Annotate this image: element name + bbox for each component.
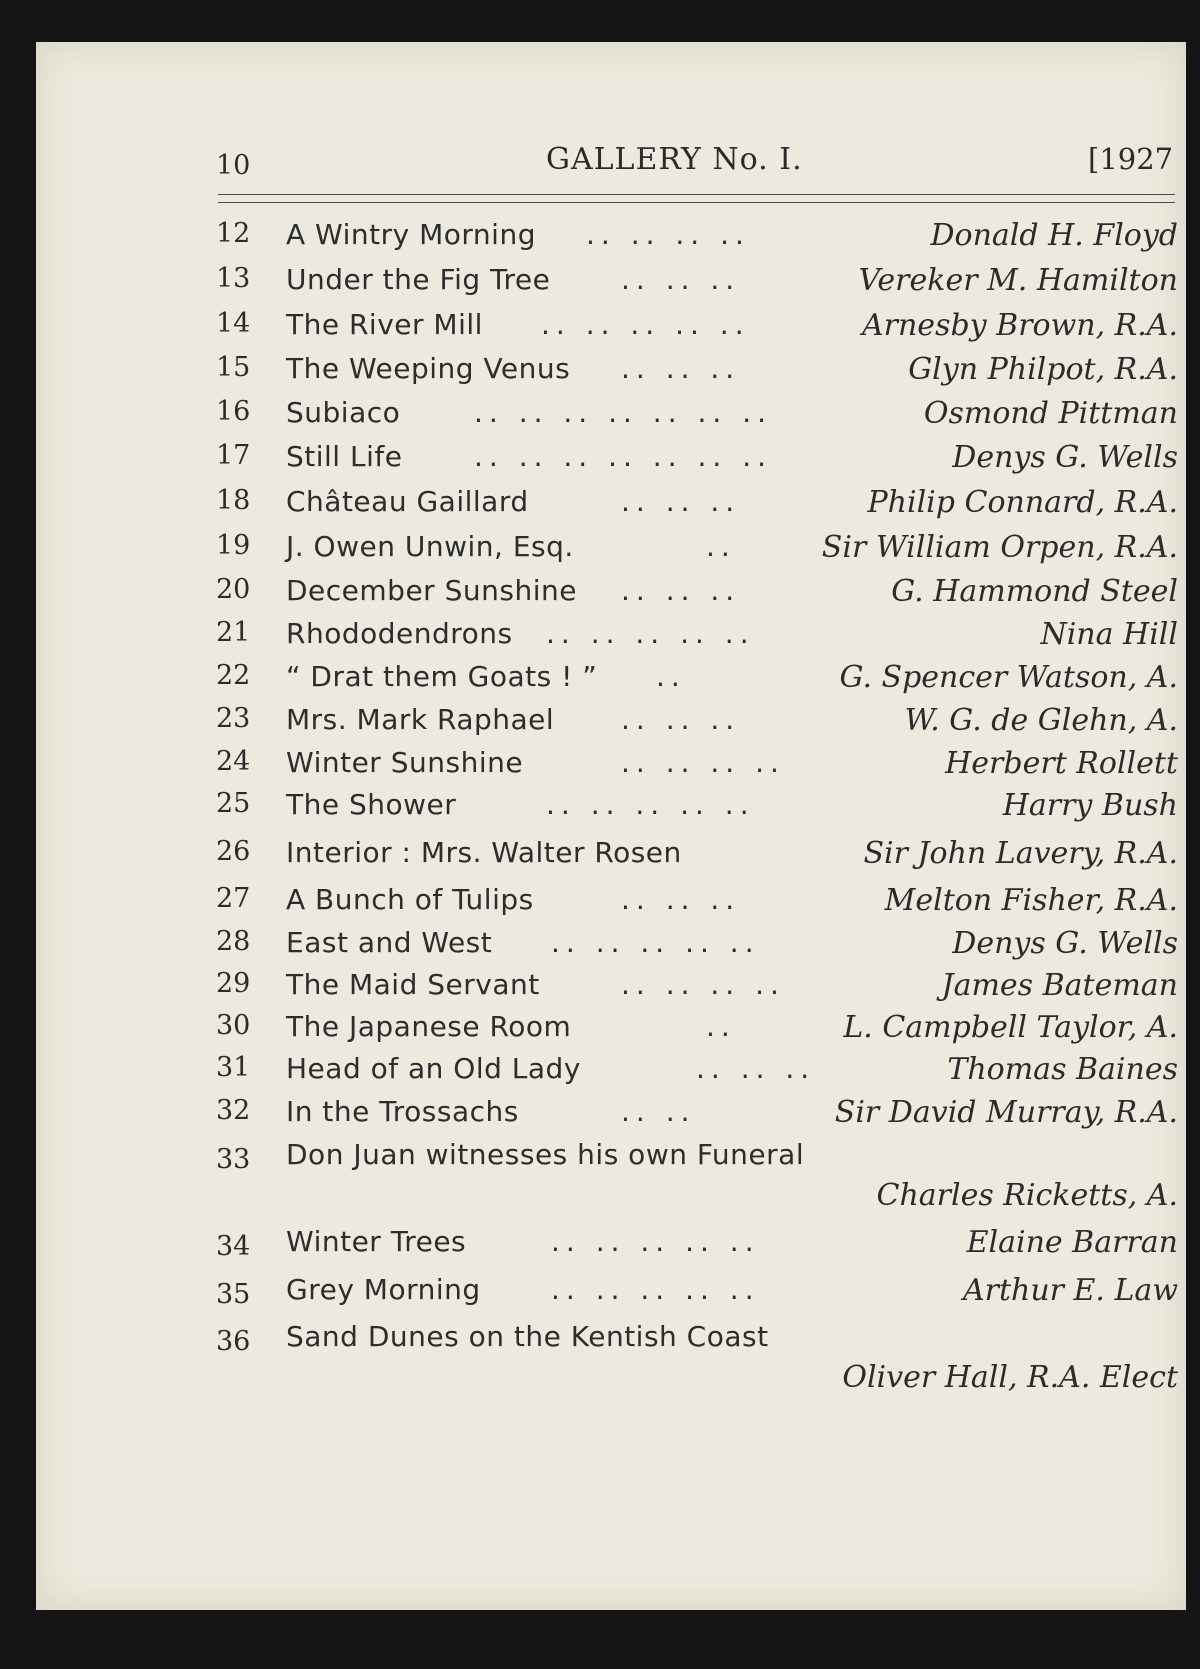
catalogue-entry — [216, 396, 1178, 436]
catalogue-entry — [216, 617, 1178, 657]
catalogue-entry — [216, 1010, 1178, 1050]
entry-number: 23 — [216, 703, 251, 734]
entry-number: 32 — [216, 1095, 251, 1126]
entry-title: The River Mill — [286, 308, 483, 341]
catalogue-entry — [216, 218, 1178, 258]
entry-number: 25 — [216, 788, 251, 819]
dot-leader: .. .. .. .. .. — [551, 1225, 760, 1258]
entry-artist: Glyn Philpot, R.A. — [908, 352, 1178, 387]
catalogue-entry — [216, 926, 1178, 966]
entry-title: December Sunshine — [286, 574, 577, 607]
entry-artist: James Bateman — [941, 968, 1178, 1003]
entry-title: In the Trossachs — [286, 1095, 519, 1128]
catalogue-entry — [216, 1225, 1178, 1265]
dot-leader: .. .. .. .. .. — [546, 788, 755, 821]
dot-leader: .. .. .. .. .. — [551, 926, 760, 959]
entry-artist: Elaine Barran — [966, 1225, 1178, 1260]
entry-artist: Arnesby Brown, R.A. — [861, 308, 1178, 343]
entry-number: 30 — [216, 1010, 251, 1041]
entry-number: 27 — [216, 883, 251, 914]
entry-number: 17 — [216, 440, 251, 471]
entry-number: 33 — [216, 1144, 251, 1175]
entry-number: 14 — [216, 308, 251, 339]
entry-title: Sand Dunes on the Kentish Coast — [286, 1320, 769, 1353]
entry-title: Subiaco — [286, 396, 401, 429]
entry-number: 28 — [216, 926, 251, 957]
dot-leader: .. .. .. .. .. .. .. — [474, 440, 773, 473]
entry-artist: Vereker M. Hamilton — [858, 263, 1178, 298]
entry-artist: Nina Hill — [1040, 617, 1178, 652]
catalogue-entry — [216, 968, 1178, 1008]
entry-title: A Bunch of Tulips — [286, 883, 534, 916]
dot-leader: .. — [706, 530, 736, 563]
entry-title: Mrs. Mark Raphael — [286, 703, 555, 736]
entry-artist: Sir David Murray, R.A. — [834, 1095, 1178, 1130]
entry-number: 35 — [216, 1279, 251, 1310]
catalogue-entry — [216, 485, 1178, 525]
entry-number: 21 — [216, 617, 251, 648]
entry-title: Head of an Old Lady — [286, 1052, 581, 1085]
entry-artist: Herbert Rollett — [945, 746, 1178, 781]
entry-number: 22 — [216, 660, 251, 691]
dot-leader: .. .. .. .. .. — [551, 1273, 760, 1306]
entry-number: 12 — [216, 218, 251, 249]
catalogue-entry — [216, 308, 1178, 348]
dot-leader: .. .. .. — [621, 485, 741, 518]
entry-artist: Melton Fisher, R.A. — [884, 883, 1178, 918]
catalogue-entry — [216, 263, 1178, 303]
entry-artist: Thomas Baines — [947, 1052, 1178, 1087]
entry-title: The Japanese Room — [286, 1010, 572, 1043]
entry-artist: G. Spencer Watson, A. — [839, 660, 1178, 695]
entry-title: “ Drat them Goats ! ” — [286, 660, 598, 693]
catalogue-entry — [216, 660, 1178, 700]
catalogue-entry — [216, 352, 1178, 392]
entry-number: 16 — [216, 396, 251, 427]
entry-number: 26 — [216, 836, 251, 867]
entry-number: 15 — [216, 352, 251, 383]
entry-artist: Sir William Orpen, R.A. — [821, 530, 1178, 565]
entry-artist: G. Hammond Steel — [891, 574, 1178, 609]
entry-title: The Shower — [286, 788, 457, 821]
page-header — [36, 42, 1186, 242]
entry-artist: W. G. de Glehn, A. — [904, 703, 1178, 738]
entry-number: 29 — [216, 968, 251, 999]
dot-leader: .. .. .. — [621, 263, 741, 296]
dot-leader: .. .. .. .. — [621, 746, 785, 779]
catalogue-page — [36, 42, 1186, 1610]
dot-leader: .. .. .. — [621, 574, 741, 607]
entry-artist: Denys G. Wells — [952, 440, 1178, 475]
entry-title: Interior : Mrs. Walter Rosen — [286, 836, 682, 869]
entry-title: Rhododendrons — [286, 617, 513, 650]
entry-artist: Sir John Lavery, R.A. — [863, 836, 1178, 871]
dot-leader: .. — [706, 1010, 736, 1043]
entry-title: J. Owen Unwin, Esq. — [286, 530, 574, 563]
gallery-title: GALLERY No. I. — [546, 142, 803, 177]
catalogue-entry — [216, 883, 1178, 923]
dot-leader: .. .. .. — [621, 883, 741, 916]
entry-title: Under the Fig Tree — [286, 263, 551, 296]
catalogue-entry — [216, 530, 1178, 570]
catalogue-entry — [216, 788, 1178, 828]
entry-artist: Charles Ricketts, A. — [876, 1178, 1178, 1213]
dot-leader: .. .. .. .. .. .. .. — [474, 396, 773, 429]
dot-leader: .. .. .. .. — [621, 968, 785, 1001]
entry-title: Winter Sunshine — [286, 746, 524, 779]
entry-title: Don Juan witnesses his own Funeral — [286, 1138, 805, 1171]
catalogue-entry — [216, 1138, 1178, 1218]
entry-number: 24 — [216, 746, 251, 777]
entry-artist: Oliver Hall, R.A. Elect — [842, 1360, 1178, 1395]
entry-title: East and West — [286, 926, 493, 959]
entry-artist: Denys G. Wells — [952, 926, 1178, 961]
entry-number: 36 — [216, 1326, 251, 1357]
entry-number: 20 — [216, 574, 251, 605]
catalogue-entry — [216, 1095, 1178, 1135]
header-rule — [218, 194, 1175, 203]
dot-leader: .. .. .. — [621, 703, 741, 736]
entry-artist: Arthur E. Law — [962, 1273, 1178, 1308]
dot-leader: .. .. .. — [621, 352, 741, 385]
entry-title: The Weeping Venus — [286, 352, 571, 385]
entry-title: Winter Trees — [286, 1225, 467, 1258]
entry-artist: Osmond Pittman — [923, 396, 1178, 431]
entry-title: Grey Morning — [286, 1273, 481, 1306]
entry-number: 31 — [216, 1052, 251, 1083]
catalogue-entry — [216, 1052, 1178, 1092]
catalogue-entry — [216, 1320, 1178, 1400]
page-number: 10 — [216, 150, 251, 181]
dot-leader: .. .. .. .. — [586, 218, 750, 251]
entry-title: The Maid Servant — [286, 968, 540, 1001]
dot-leader: .. .. — [621, 1095, 696, 1128]
entry-number: 34 — [216, 1231, 251, 1262]
entry-artist: Harry Bush — [1002, 788, 1178, 823]
entry-artist: Philip Connard, R.A. — [867, 485, 1178, 520]
catalogue-entry — [216, 1273, 1178, 1313]
entry-title: A Wintry Morning — [286, 218, 536, 251]
catalogue-entry — [216, 836, 1178, 876]
entry-title: Still Life — [286, 440, 403, 473]
dot-leader: .. .. .. — [696, 1052, 816, 1085]
catalogue-entry — [216, 746, 1178, 786]
catalogue-entry — [216, 440, 1178, 480]
entry-artist: L. Campbell Taylor, A. — [843, 1010, 1178, 1045]
year-label: [1927 — [1088, 142, 1174, 176]
dot-leader: .. .. .. .. .. — [546, 617, 755, 650]
entry-artist: Donald H. Floyd — [930, 218, 1178, 253]
entry-number: 19 — [216, 530, 251, 561]
entry-title: Château Gaillard — [286, 485, 529, 518]
dot-leader: .. — [656, 660, 686, 693]
catalogue-entry — [216, 703, 1178, 743]
dot-leader: .. .. .. .. .. — [541, 308, 750, 341]
entry-number: 18 — [216, 485, 251, 516]
entry-number: 13 — [216, 263, 251, 294]
catalogue-entry — [216, 574, 1178, 614]
